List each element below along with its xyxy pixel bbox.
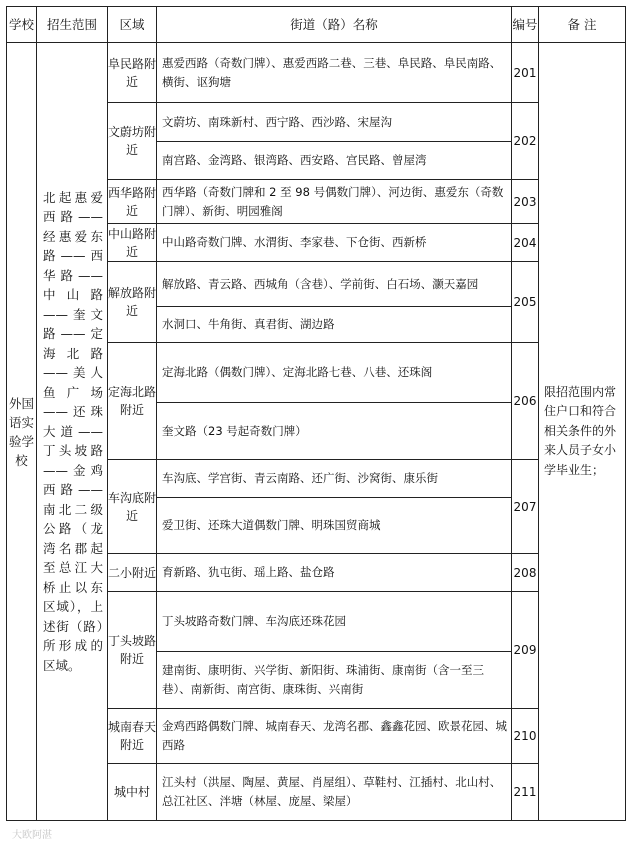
- street-names: 丁头坡路奇数门牌、车沟底还珠花园: [157, 592, 512, 652]
- area-name: 二小附近: [108, 554, 157, 592]
- header-range: 招生范围: [37, 7, 108, 43]
- street-names: 西华路（奇数门牌和 2 至 98 号偶数门牌）、河边街、惠爱东（奇数门牌）、新街、明园雅阁: [157, 180, 512, 224]
- area-number: 201: [512, 43, 539, 103]
- area-number: 203: [512, 180, 539, 224]
- area-name: 定海北路附近: [108, 343, 157, 460]
- area-name: 中山路附近: [108, 224, 157, 262]
- area-name: 城南春天附近: [108, 709, 157, 764]
- street-names: 文蔚坊、南珠新村、西宁路、西沙路、宋屋沟: [157, 103, 512, 142]
- area-number: 204: [512, 224, 539, 262]
- area-number: 205: [512, 262, 539, 343]
- school-name: 外国语实验学校: [7, 43, 37, 821]
- area-name: 阜民路附近: [108, 43, 157, 103]
- street-names: 中山路奇数门牌、水渭街、李家巷、下仓街、西新桥: [157, 224, 512, 262]
- area-number: 210: [512, 709, 539, 764]
- area-number: 208: [512, 554, 539, 592]
- table-row: [7, 43, 626, 103]
- area-number: 206: [512, 343, 539, 460]
- street-names: 惠爱西路（奇数门牌）、惠爱西路二巷、三巷、阜民路、阜民南路、横街、讴狗塘: [157, 43, 512, 103]
- street-names: 育新路、犰屯街、瑶上路、盐仓路: [157, 554, 512, 592]
- area-name: 西华路附近: [108, 180, 157, 224]
- area-name: 丁头坡路附近: [108, 592, 157, 709]
- street-names: 解放路、青云路、西城角（含巷）、学前街、白石场、灏天嘉园: [157, 262, 512, 307]
- area-name: 车沟底附近: [108, 460, 157, 554]
- street-names: 金鸡西路偶数门牌、城南春天、龙湾名郡、鑫鑫花园、欧景花园、城西路: [157, 709, 512, 764]
- area-name: 解放路附近: [108, 262, 157, 343]
- area-name: 城中村: [108, 764, 157, 821]
- header-street: 街道（路）名称: [157, 7, 512, 43]
- area-name: 文蔚坊附近: [108, 103, 157, 180]
- watermark: 大欧阿湛: [12, 830, 52, 841]
- area-number: 207: [512, 460, 539, 554]
- enrollment-range: 北起惠爱西路——经惠爱东路——西华路——中山路——奎文路——定海北路——美人鱼广场——还珠大道——丁头坡路——金鸡西路——南北二级公路（龙湾名郡起至总江大桥止以东区域），上述街（路）所形成的区域。: [37, 43, 108, 821]
- header-row: [7, 7, 626, 43]
- remark: 限招范围内常住户口和符合相关条件的外来人员子女小学毕业生；: [539, 43, 626, 821]
- street-names: 爱卫街、还珠大道偶数门牌、明珠国贸商城: [157, 498, 512, 554]
- header-area: 区域: [108, 7, 157, 43]
- area-number: 202: [512, 103, 539, 180]
- street-names: 建南街、康明街、兴学街、新阳街、珠浦街、康南街（含一至三巷）、南新街、南宫街、康珠街、兴南街: [157, 652, 512, 709]
- street-names: 奎文路（23 号起奇数门牌）: [157, 403, 512, 460]
- area-number: 211: [512, 764, 539, 821]
- header-note: 备 注: [539, 7, 626, 43]
- street-names: 水洞口、牛角街、真君街、湖边路: [157, 307, 512, 343]
- street-names: 南宫路、金湾路、银湾路、西安路、宫民路、曾屋湾: [157, 142, 512, 180]
- header-number: 编号: [512, 7, 539, 43]
- street-names: 江头村（洪屋、陶屋、黄屋、肖屋组）、草鞋村、江插村、北山村、总江社区、泮塘（林屋、庞屋、梁屋）: [157, 764, 512, 821]
- area-number: 209: [512, 592, 539, 709]
- street-names: 定海北路（偶数门牌）、定海北路七巷、八巷、还珠阁: [157, 343, 512, 403]
- header-school: 学校: [7, 7, 37, 43]
- street-names: 车沟底、学宫街、青云南路、还广街、沙窝街、康乐街: [157, 460, 512, 498]
- enrollment-table: [6, 6, 626, 821]
